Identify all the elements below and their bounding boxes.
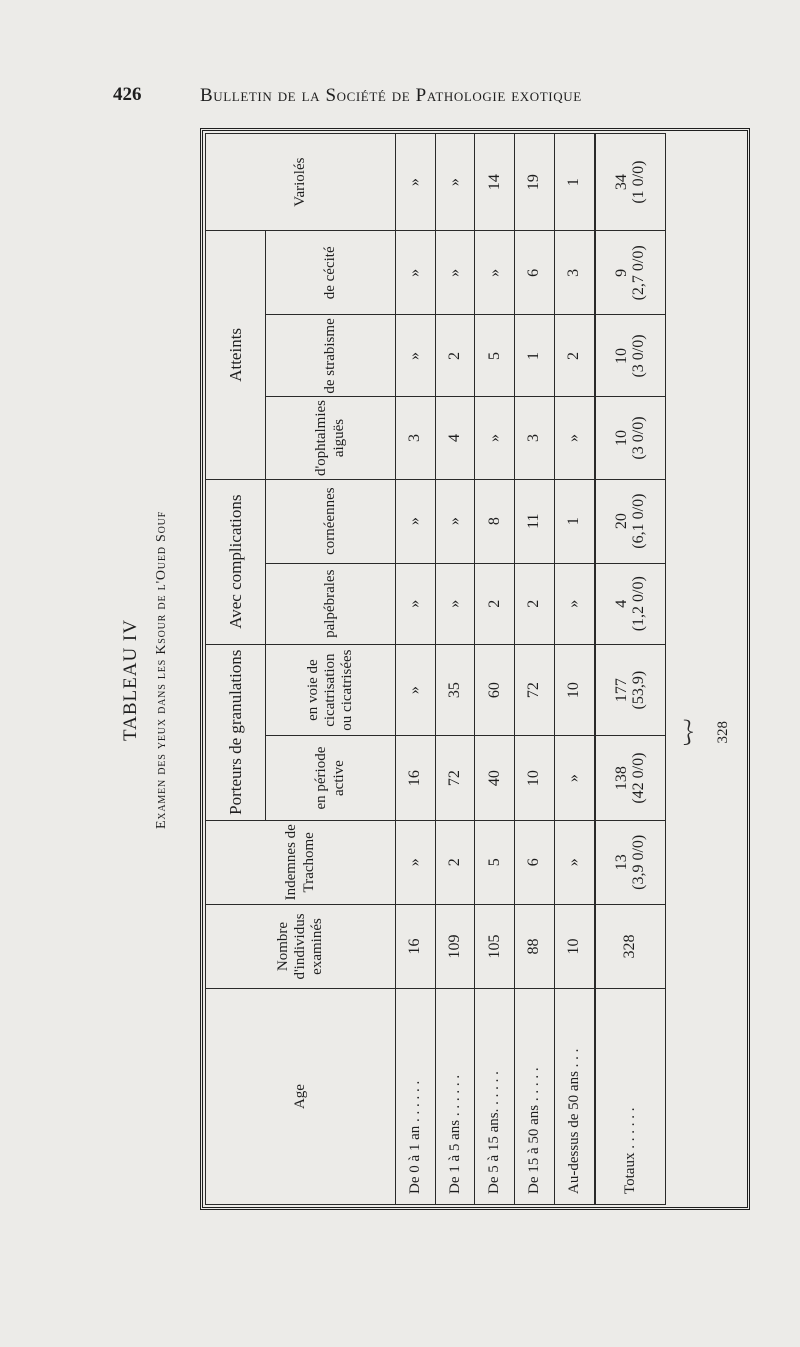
brace-icon: ︸ (684, 719, 714, 746)
total-ophthalmia-cell: 10 (3 0/0) (595, 397, 665, 479)
active-cell: 40 (475, 736, 515, 820)
complications-group-header: Avec complications (206, 479, 266, 644)
smallpox-cell: » (435, 134, 475, 231)
examined-cell: 105 (475, 904, 515, 988)
smallpox-cell: 1 (554, 134, 595, 231)
total-smallpox-cell: 34 (1 0/0) (595, 134, 665, 231)
strabismus-cell: 2 (554, 315, 595, 397)
granulations-sum: ︸ 328 (684, 719, 732, 746)
ophthalmia-cell: » (475, 397, 515, 479)
total-active-cell: 138 (42 0/0) (595, 736, 665, 820)
strabismus-cell: 1 (515, 315, 555, 397)
examined-cell: 88 (515, 904, 555, 988)
corneal-cell: 11 (515, 479, 555, 563)
running-title: Bulletin de la Société de Pathologie exotique (200, 85, 582, 106)
corneal-cell: 8 (475, 479, 515, 563)
total-free-cell: 13 (3,9 0/0) (595, 820, 665, 904)
smallpox-header: Variolés (206, 134, 396, 231)
palpebral-cell: » (396, 563, 436, 644)
table-row (435, 134, 475, 1205)
strabismus-cell: » (396, 315, 436, 397)
free-cell: 6 (515, 820, 555, 904)
healing-cell: 10 (554, 644, 595, 736)
affected-group-header: Atteints (206, 231, 266, 479)
table-row (515, 134, 555, 1205)
blindness-cell: » (435, 231, 475, 315)
blindness-cell: 3 (554, 231, 595, 315)
granulations-sum-row (665, 134, 745, 1205)
table-container (205, 133, 745, 1205)
page-number: 426 (113, 84, 142, 105)
ophthalmia-cell: 3 (515, 397, 555, 479)
active-cell: » (554, 736, 595, 820)
healing-header: en voie de cicatrisation ou cicatrisées (266, 644, 396, 736)
smallpox-cell: » (396, 134, 436, 231)
total-strabismus-cell: 10 (3 0/0) (595, 315, 665, 397)
age-cell: De 5 à 15 ans. . . . . . (475, 989, 515, 1205)
totals-row (595, 134, 665, 1205)
age-cell: De 15 à 50 ans . . . . . (515, 989, 555, 1205)
active-header: en période active (266, 736, 396, 820)
eye-examination-table (205, 133, 745, 1205)
free-cell: 5 (475, 820, 515, 904)
examined-cell: 10 (554, 904, 595, 988)
ophthalmia-cell: 4 (435, 397, 475, 479)
palpebral-cell: 2 (515, 563, 555, 644)
trachoma-free-header: Indemnes de Trachome (206, 820, 396, 904)
corneal-cell: 1 (554, 479, 595, 563)
table-row (475, 134, 515, 1205)
ophthalmia-header: d'ophtalmies aiguës (266, 397, 396, 479)
table-caption-subtitle: Examen des yeux dans les Ksour de l'Oued Souf (154, 510, 169, 830)
totals-label: Totaux . . . . . . (595, 989, 665, 1205)
strabismus-cell: 2 (435, 315, 475, 397)
age-cell: De 0 à 1 an . . . . . . (396, 989, 436, 1205)
healing-cell: 60 (475, 644, 515, 736)
table-caption-title: TABLEAU IV (120, 619, 141, 741)
total-corneal-cell: 20 (6,1 0/0) (595, 479, 665, 563)
smallpox-cell: 19 (515, 134, 555, 231)
age-cell: Au-dessus de 50 ans . . . (554, 989, 595, 1205)
corneal-cell: » (435, 479, 475, 563)
running-header (0, 84, 800, 114)
smallpox-cell: 14 (475, 134, 515, 231)
palpebral-header: palpébrales (266, 563, 396, 644)
total-examined-cell: 328 (595, 904, 665, 988)
healing-cell: » (396, 644, 436, 736)
free-cell: » (554, 820, 595, 904)
healing-cell: 35 (435, 644, 475, 736)
examined-header: Nombre d'individus examinés (206, 904, 396, 988)
corneal-cell: » (396, 479, 436, 563)
strabismus-cell: 5 (475, 315, 515, 397)
active-cell: 16 (396, 736, 436, 820)
palpebral-cell: » (435, 563, 475, 644)
examined-cell: 109 (435, 904, 475, 988)
table-row (396, 134, 436, 1205)
total-palpebral-cell: 4 (1,2 0/0) (595, 563, 665, 644)
free-cell: 2 (435, 820, 475, 904)
palpebral-cell: » (554, 563, 595, 644)
total-blindness-cell: 9 (2,7 0/0) (595, 231, 665, 315)
active-cell: 72 (435, 736, 475, 820)
healing-cell: 72 (515, 644, 555, 736)
total-healing-cell: 177 (53,9) (595, 644, 665, 736)
blindness-cell: » (475, 231, 515, 315)
ophthalmia-cell: 3 (396, 397, 436, 479)
active-cell: 10 (515, 736, 555, 820)
blindness-cell: » (396, 231, 436, 315)
age-cell: De 1 à 5 ans . . . . . . (435, 989, 475, 1205)
ophthalmia-cell: » (554, 397, 595, 479)
free-cell: » (396, 820, 436, 904)
age-header: Age (206, 989, 396, 1205)
examined-cell: 16 (396, 904, 436, 988)
corneal-header: cornéennes (266, 479, 396, 563)
blindness-cell: 6 (515, 231, 555, 315)
granulations-group-header: Porteurs de granulations (206, 644, 266, 820)
rotated-table (205, 133, 745, 1205)
palpebral-cell: 2 (475, 563, 515, 644)
strabismus-header: de strabisme (266, 315, 396, 397)
blindness-header: de cécité (266, 231, 396, 315)
table-row (554, 134, 595, 1205)
